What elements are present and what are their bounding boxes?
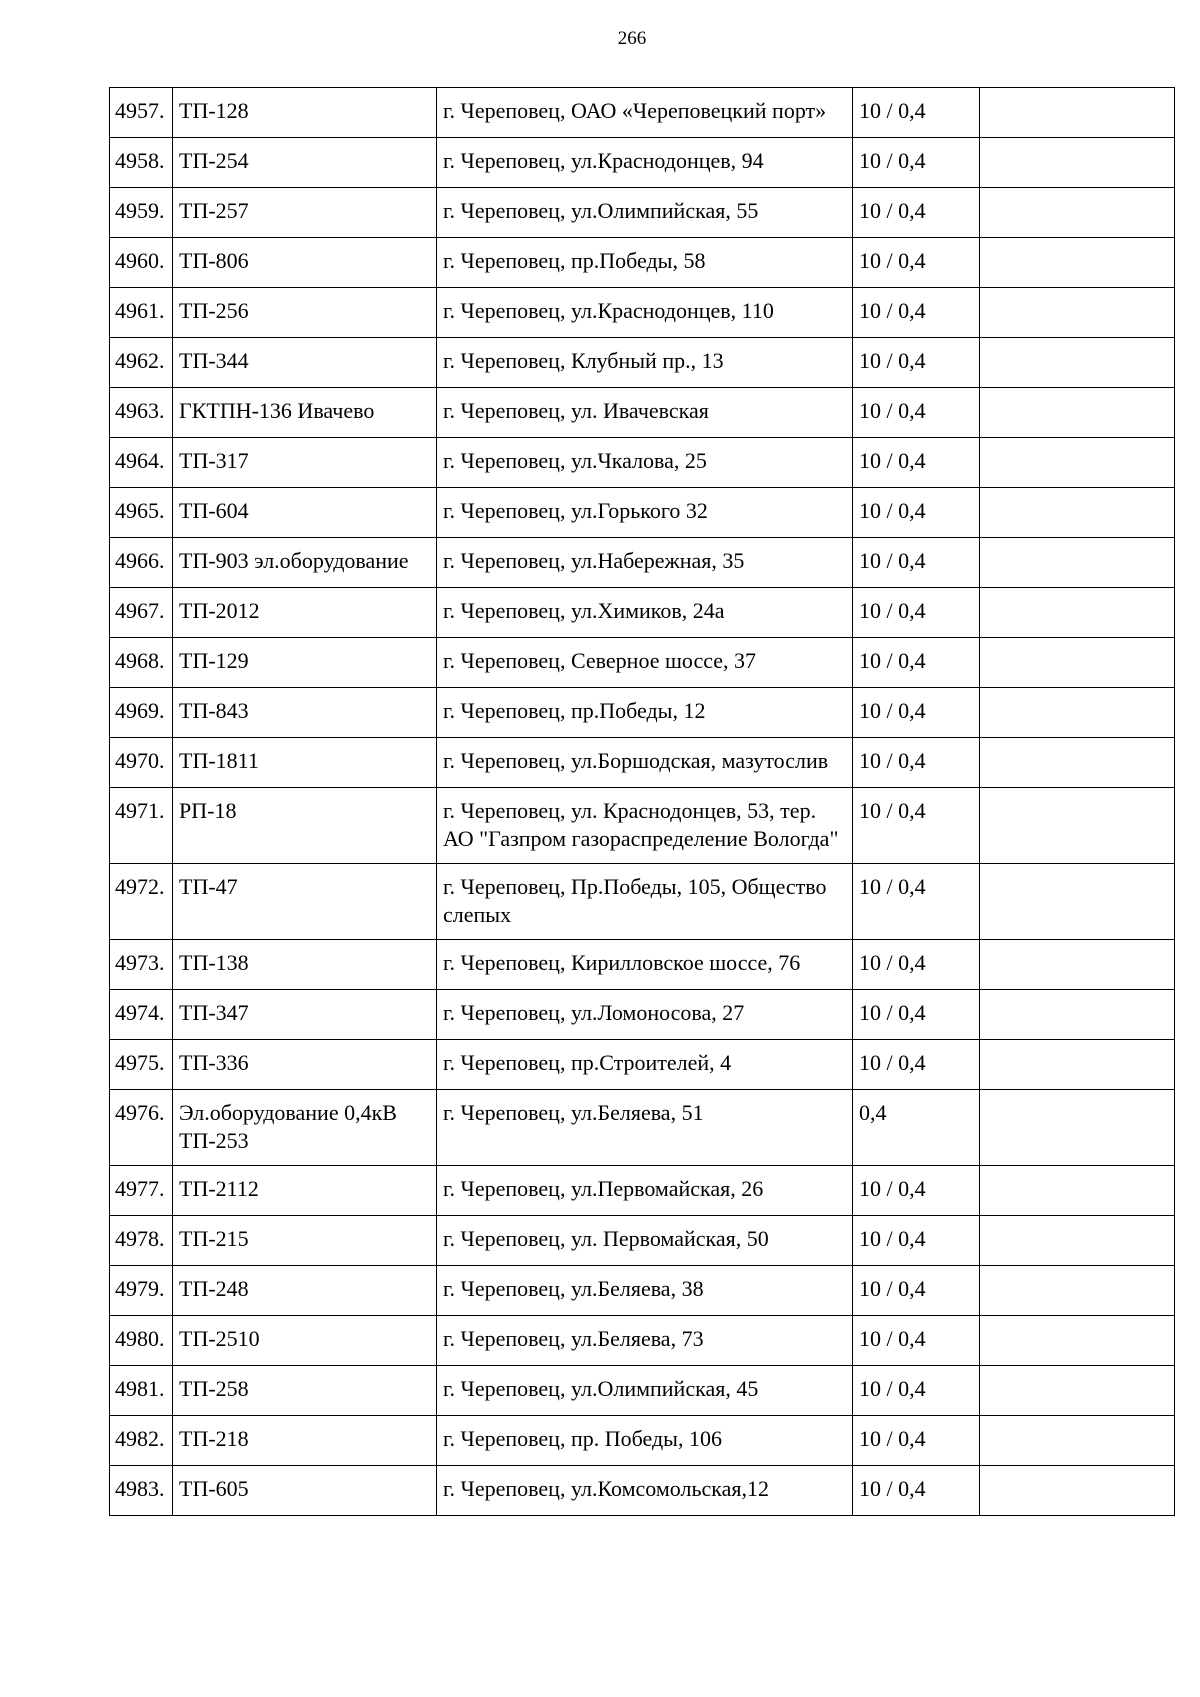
row-number-cell: 4969.: [110, 688, 173, 738]
note-cell: [980, 1466, 1175, 1516]
address-cell: г. Череповец, ул. Ивачевская: [437, 388, 853, 438]
voltage-cell: 10 / 0,4: [853, 138, 980, 188]
row-number-cell: 4971.: [110, 788, 173, 864]
row-number-cell: 4964.: [110, 438, 173, 488]
table-row: [110, 738, 1175, 788]
table-row: [110, 88, 1175, 138]
voltage-cell: 10 / 0,4: [853, 538, 980, 588]
address-cell: г. Череповец, ул. Краснодонцев, 53, тер. АО "Газпром газораспределение Вологда": [437, 788, 853, 864]
object-name-cell: ТП-2012: [173, 588, 437, 638]
voltage-cell: 10 / 0,4: [853, 338, 980, 388]
object-name-cell: ГКТПН-136 Ивачево: [173, 388, 437, 438]
address-cell: г. Череповец, Кирилловское шоссе, 76: [437, 940, 853, 990]
note-cell: [980, 438, 1175, 488]
address-cell: г. Череповец, ул.Первомайская, 26: [437, 1166, 853, 1216]
table-row: [110, 138, 1175, 188]
note-cell: [980, 188, 1175, 238]
voltage-cell: 10 / 0,4: [853, 1466, 980, 1516]
address-cell: г. Череповец, ул.Олимпийская, 55: [437, 188, 853, 238]
table-row: [110, 638, 1175, 688]
address-cell: г. Череповец, ул.Беляева, 38: [437, 1266, 853, 1316]
address-cell: г. Череповец, Клубный пр., 13: [437, 338, 853, 388]
row-number-cell: 4983.: [110, 1466, 173, 1516]
table-row: [110, 238, 1175, 288]
note-cell: [980, 1040, 1175, 1090]
note-cell: [980, 1366, 1175, 1416]
row-number-cell: 4982.: [110, 1416, 173, 1466]
voltage-cell: 10 / 0,4: [853, 1040, 980, 1090]
row-number-cell: 4970.: [110, 738, 173, 788]
note-cell: [980, 940, 1175, 990]
table-row: [110, 1166, 1175, 1216]
voltage-cell: 10 / 0,4: [853, 940, 980, 990]
row-number-cell: 4967.: [110, 588, 173, 638]
object-name-cell: ТП-256: [173, 288, 437, 338]
object-name-cell: Эл.оборудование 0,4кВ ТП-253: [173, 1090, 437, 1166]
note-cell: [980, 238, 1175, 288]
row-number-cell: 4977.: [110, 1166, 173, 1216]
voltage-cell: 10 / 0,4: [853, 438, 980, 488]
address-cell: г. Череповец, ул.Чкалова, 25: [437, 438, 853, 488]
object-name-cell: ТП-317: [173, 438, 437, 488]
address-cell: г. Череповец, пр.Победы, 12: [437, 688, 853, 738]
object-name-cell: ТП-248: [173, 1266, 437, 1316]
note-cell: [980, 1266, 1175, 1316]
voltage-cell: 10 / 0,4: [853, 1416, 980, 1466]
row-number-cell: 4978.: [110, 1216, 173, 1266]
voltage-cell: 10 / 0,4: [853, 990, 980, 1040]
object-name-cell: ТП-129: [173, 638, 437, 688]
voltage-cell: 10 / 0,4: [853, 864, 980, 940]
row-number-cell: 4961.: [110, 288, 173, 338]
object-name-cell: ТП-128: [173, 88, 437, 138]
voltage-cell: 10 / 0,4: [853, 1366, 980, 1416]
address-cell: г. Череповец, пр.Победы, 58: [437, 238, 853, 288]
table-row: [110, 1316, 1175, 1366]
object-name-cell: РП-18: [173, 788, 437, 864]
voltage-cell: 10 / 0,4: [853, 638, 980, 688]
table-row: [110, 288, 1175, 338]
note-cell: [980, 488, 1175, 538]
object-name-cell: ТП-2510: [173, 1316, 437, 1366]
object-name-cell: ТП-254: [173, 138, 437, 188]
address-cell: г. Череповец, ул.Боршодская, мазутослив: [437, 738, 853, 788]
note-cell: [980, 1416, 1175, 1466]
table-row: [110, 788, 1175, 864]
object-name-cell: ТП-605: [173, 1466, 437, 1516]
note-cell: [980, 1090, 1175, 1166]
object-name-cell: ТП-344: [173, 338, 437, 388]
note-cell: [980, 1216, 1175, 1266]
note-cell: [980, 288, 1175, 338]
address-cell: г. Череповец, ул. Первомайская, 50: [437, 1216, 853, 1266]
table-row: [110, 438, 1175, 488]
table-row: [110, 940, 1175, 990]
table-row: [110, 1040, 1175, 1090]
note-cell: [980, 638, 1175, 688]
object-name-cell: ТП-257: [173, 188, 437, 238]
table-row: [110, 1466, 1175, 1516]
note-cell: [980, 388, 1175, 438]
voltage-cell: 10 / 0,4: [853, 388, 980, 438]
voltage-cell: 10 / 0,4: [853, 88, 980, 138]
object-name-cell: ТП-47: [173, 864, 437, 940]
voltage-cell: 10 / 0,4: [853, 1316, 980, 1366]
table-row: [110, 1416, 1175, 1466]
note-cell: [980, 338, 1175, 388]
address-cell: г. Череповец, ул.Набережная, 35: [437, 538, 853, 588]
row-number-cell: 4972.: [110, 864, 173, 940]
row-number-cell: 4979.: [110, 1266, 173, 1316]
voltage-cell: 10 / 0,4: [853, 738, 980, 788]
table-row: [110, 864, 1175, 940]
object-name-cell: ТП-806: [173, 238, 437, 288]
address-cell: г. Череповец, ул.Ломоносова, 27: [437, 990, 853, 1040]
voltage-cell: 10 / 0,4: [853, 788, 980, 864]
voltage-cell: 10 / 0,4: [853, 1266, 980, 1316]
note-cell: [980, 538, 1175, 588]
address-cell: г. Череповец, Пр.Победы, 105, Общество слепых: [437, 864, 853, 940]
voltage-cell: 10 / 0,4: [853, 688, 980, 738]
address-cell: г. Череповец, ул.Олимпийская, 45: [437, 1366, 853, 1416]
row-number-cell: 4959.: [110, 188, 173, 238]
table-row: [110, 990, 1175, 1040]
row-number-cell: 4981.: [110, 1366, 173, 1416]
table-row: [110, 588, 1175, 638]
table-row: [110, 1266, 1175, 1316]
object-name-cell: ТП-258: [173, 1366, 437, 1416]
row-number-cell: 4968.: [110, 638, 173, 688]
address-cell: г. Череповец, пр.Строителей, 4: [437, 1040, 853, 1090]
address-cell: г. Череповец, ул.Комсомольская,12: [437, 1466, 853, 1516]
table-row: [110, 188, 1175, 238]
table-row: [110, 1216, 1175, 1266]
table-row: [110, 1366, 1175, 1416]
row-number-cell: 4975.: [110, 1040, 173, 1090]
object-name-cell: ТП-2112: [173, 1166, 437, 1216]
voltage-cell: 10 / 0,4: [853, 488, 980, 538]
note-cell: [980, 688, 1175, 738]
row-number-cell: 4963.: [110, 388, 173, 438]
table-row: [110, 688, 1175, 738]
note-cell: [980, 588, 1175, 638]
object-name-cell: ТП-218: [173, 1416, 437, 1466]
address-cell: г. Череповец, ул.Беляева, 51: [437, 1090, 853, 1166]
row-number-cell: 4960.: [110, 238, 173, 288]
table-body: [110, 88, 1175, 1516]
voltage-cell: 10 / 0,4: [853, 588, 980, 638]
object-name-cell: ТП-604: [173, 488, 437, 538]
table-row: [110, 488, 1175, 538]
voltage-cell: 10 / 0,4: [853, 288, 980, 338]
row-number-cell: 4966.: [110, 538, 173, 588]
row-number-cell: 4958.: [110, 138, 173, 188]
note-cell: [980, 990, 1175, 1040]
table-row: [110, 388, 1175, 438]
object-name-cell: ТП-843: [173, 688, 437, 738]
voltage-cell: 10 / 0,4: [853, 1216, 980, 1266]
table-row: [110, 538, 1175, 588]
object-name-cell: ТП-347: [173, 990, 437, 1040]
note-cell: [980, 1166, 1175, 1216]
row-number-cell: 4974.: [110, 990, 173, 1040]
address-cell: г. Череповец, ул.Беляева, 73: [437, 1316, 853, 1366]
object-name-cell: ТП-903 эл.оборудование: [173, 538, 437, 588]
address-cell: г. Череповец, Северное шоссе, 37: [437, 638, 853, 688]
address-cell: г. Череповец, ул.Краснодонцев, 94: [437, 138, 853, 188]
object-name-cell: ТП-215: [173, 1216, 437, 1266]
voltage-cell: 10 / 0,4: [853, 238, 980, 288]
address-cell: г. Череповец, ОАО «Череповецкий порт»: [437, 88, 853, 138]
row-number-cell: 4973.: [110, 940, 173, 990]
voltage-cell: 10 / 0,4: [853, 188, 980, 238]
address-cell: г. Череповец, ул.Горького 32: [437, 488, 853, 538]
row-number-cell: 4957.: [110, 88, 173, 138]
note-cell: [980, 88, 1175, 138]
note-cell: [980, 864, 1175, 940]
facilities-table: [109, 87, 1175, 1516]
object-name-cell: ТП-1811: [173, 738, 437, 788]
voltage-cell: 10 / 0,4: [853, 1166, 980, 1216]
row-number-cell: 4962.: [110, 338, 173, 388]
note-cell: [980, 788, 1175, 864]
table-row: [110, 1090, 1175, 1166]
note-cell: [980, 138, 1175, 188]
address-cell: г. Череповец, пр. Победы, 106: [437, 1416, 853, 1466]
page-number: 266: [617, 28, 647, 49]
row-number-cell: 4965.: [110, 488, 173, 538]
note-cell: [980, 738, 1175, 788]
voltage-cell: 0,4: [853, 1090, 980, 1166]
address-cell: г. Череповец, ул.Краснодонцев, 110: [437, 288, 853, 338]
row-number-cell: 4980.: [110, 1316, 173, 1366]
address-cell: г. Череповец, ул.Химиков, 24а: [437, 588, 853, 638]
row-number-cell: 4976.: [110, 1090, 173, 1166]
note-cell: [980, 1316, 1175, 1366]
table-row: [110, 338, 1175, 388]
object-name-cell: ТП-138: [173, 940, 437, 990]
object-name-cell: ТП-336: [173, 1040, 437, 1090]
